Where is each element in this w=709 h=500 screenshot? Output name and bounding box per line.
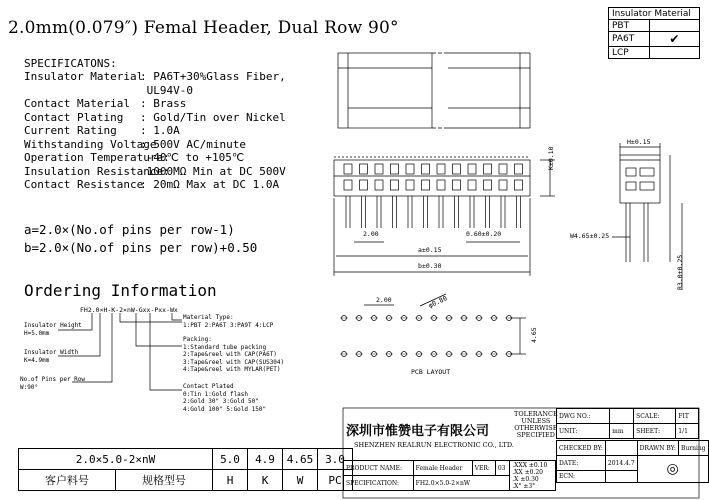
pin-window (484, 180, 492, 190)
spec-item: UL94V-0 (140, 83, 193, 97)
pin-window (422, 180, 430, 190)
pin-window (406, 180, 414, 190)
pin-window (375, 164, 383, 174)
formula-a: a=2.0×(No.of pins per row-1) (24, 222, 235, 237)
contact-plated-note: Contact Plated 0:Tin 1:Gold flash 2:Gold 30" 3:Gold 50" 4:Gold 100" 5:Gold 150" (183, 383, 267, 413)
pin-window (391, 180, 399, 190)
dim-pcb-pitch: 2.00 (376, 296, 392, 304)
pin-window (344, 180, 352, 190)
spec-item: Insulation Resistance: 1000MΩ Min at DC 500V (24, 164, 286, 178)
pin-window (391, 164, 399, 174)
material-lcp: LCP (609, 47, 650, 59)
pin-window (484, 164, 492, 174)
dim-row: 4.65 (530, 327, 538, 343)
pin-window (499, 164, 507, 174)
material-type-note: Material Type: 1:PBT 2:PA6T 3:PA9T 4:LCP (183, 314, 274, 329)
pin-window (422, 164, 430, 174)
pin-window (406, 164, 414, 174)
part-table: 2.0×5.0-2×nW 5.0 4.9 4.65 3.0 客户料号 规格型号 H K W PC (18, 448, 353, 491)
insulator-width-note: Insulator Width K=4.9mm (24, 349, 79, 364)
part-spec: 2.0×5.0-2×nW (19, 449, 213, 470)
dim-h: H±0.15 (627, 138, 651, 146)
pin-window (453, 180, 461, 190)
pin-window (375, 180, 383, 190)
spec-item: Withstanding Voltage: 500V AC/minute (24, 137, 246, 151)
material-pa6t: PA6T (609, 32, 650, 47)
spec-item: Operation Temperature: -40℃ to +105℃ (24, 151, 245, 164)
dim-b: b±0.30 (418, 262, 442, 270)
specs-heading: SPECIFICATONS: (24, 57, 117, 70)
dim-r: R3.0+0.25 (676, 254, 684, 290)
formula-b: b=2.0×(No.of pins per row)+0.50 (24, 240, 258, 255)
pin-window (468, 180, 476, 190)
tolerance-note: TOLERANCE UNLESS OTHERWISE SPECIFIED (514, 410, 558, 439)
pin-window (437, 180, 445, 190)
spec-item: Insulator Material: PA6T+30%Glass Fiber, (24, 70, 286, 83)
insulator-height-note: Insulator Height H=5.0mm (24, 322, 82, 337)
pin-window (515, 164, 523, 174)
packing-note: Packing: 1:Standard tube packing 2:Tape&reel with CAP(PA6T) 3:Tape&reel with CAP(SUS304) 4:Tape&reel with MYLAR(PET) (183, 336, 285, 373)
company-name-en: SHENZHEN REALRUN ELECTRONIC CO., LTD. (354, 441, 514, 449)
pin-window (499, 180, 507, 190)
spec-item: Contact Material : Brass (24, 97, 187, 110)
pin-window (360, 180, 368, 190)
dim-a: a±0.15 (418, 246, 442, 254)
company-name-cn: 深圳市惟赞电子有限公司 (346, 424, 490, 439)
pin-window (437, 164, 445, 174)
pin-window (453, 164, 461, 174)
projection-symbol-icon: ◎ (666, 461, 679, 477)
spec-item: Contact Resistance: 20mΩ Max at DC 1.0A (24, 178, 280, 191)
pins-per-row-note: No.of Pins per Row W:90° (20, 376, 86, 391)
pin-window (360, 164, 368, 174)
dim-w: W4.65±0.25 (570, 232, 610, 240)
spec-item: Contact Plating : Gold/Tin over Nickel (24, 110, 286, 124)
ordering-code: FH2.0×H-K-2×nW-Gxx-Pxx-Wx (80, 306, 178, 314)
dim-k: K±0.10 (547, 146, 555, 170)
material-table-header: Insulator Material (609, 8, 700, 20)
title-block-right: DWG NO.: SCALE: FIT UNIT: mm SHEET: 1/1 (556, 408, 699, 439)
spec-item: Current Rating : 1.0A (24, 124, 180, 137)
pcb-layout-label: PCB LAYOUT (411, 368, 451, 376)
title-block-signoff: CHECKED BY: DRAWN BY: Burning DATE: 2014.4.7 ◎ ECN: (556, 440, 709, 483)
drawing-title: 2.0mm(0.079″) Femal Header, Dual Row 90° (8, 18, 399, 38)
pin-window (515, 180, 523, 190)
pin-window (468, 164, 476, 174)
ordering-heading: Ordering Information (24, 281, 217, 300)
dim-pitch: 2.00 (363, 230, 379, 238)
pin-window (344, 164, 352, 174)
dim-hole: φ0.80 (427, 294, 449, 310)
check-icon: ✔ (649, 32, 699, 47)
material-pbt: PBT (609, 20, 650, 32)
title-block-bottom-left: PRODUCT NAME: Female Header VER: 03 .XXX ±0.10 .XX ±0.20 .X ±0.30 .X° ±3° SPECIFICATION: FH2.0×5.0-2×nW (343, 460, 556, 491)
dim-spacing: 0.60±0.20 (466, 230, 502, 238)
